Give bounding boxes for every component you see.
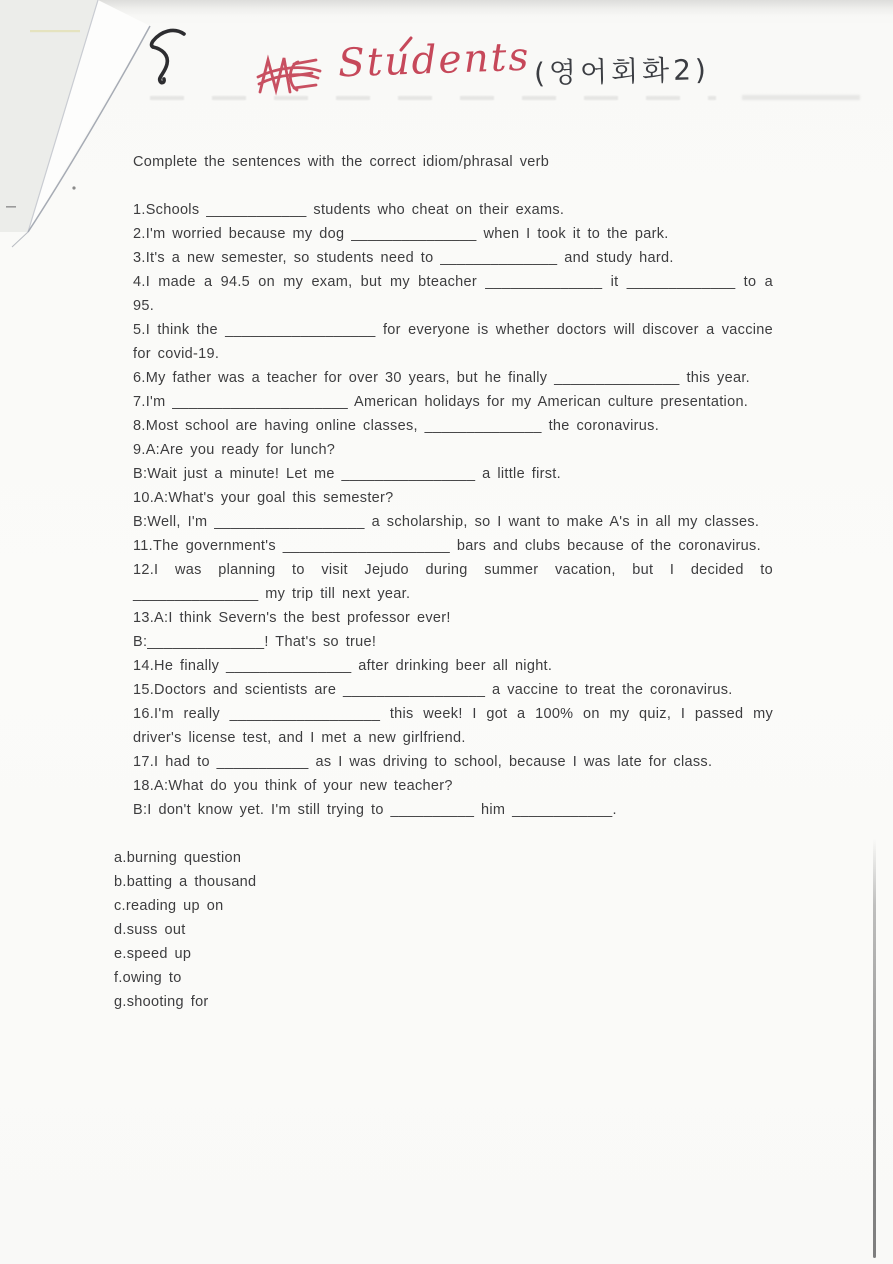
red-scribbled-word (256, 50, 326, 102)
scan-crease-line (873, 838, 876, 1258)
pen-checkmark (128, 20, 198, 92)
sentence-5: 5.I think the __________________ for everyone is whether doctors will discover a vaccine for covid-19. (133, 322, 773, 362)
sentence-17: 17.I had to ___________ as I was driving to school, because I was late for class. (133, 754, 713, 770)
ink-bleed-through (150, 96, 716, 100)
spacer (133, 174, 773, 198)
sentence-2: 2.I'm worried because my dog _______________ when I took it to the park. (133, 226, 669, 242)
sentence-11: 11.The government's ____________________ bars and clubs because of the coronavirus. (133, 538, 761, 554)
answer-option-e: e.speed up (114, 946, 192, 962)
sentence-12: 12.I was planning to visit Jejudo during summer vacation, but I decided to _______________ my trip till next year. (133, 562, 773, 602)
handwriting-accent-stroke (398, 34, 418, 54)
answer-options-list (114, 846, 773, 1014)
sentence-3: 3.It's a new semester, so students need to ______________ and study hard. (133, 250, 674, 266)
instruction-line: Complete the sentences with the correct idiom/phrasal verb (133, 154, 550, 170)
sentence-1: 1.Schools ____________ students who cheat on their exams. (133, 202, 565, 218)
sentence-16: 16.I'm really __________________ this week! I got a 100% on my quiz, I passed my driver's license test, and I met a new girlfriend. (133, 706, 773, 746)
handwritten-course-label: (영어회화2) (533, 53, 711, 90)
sentence-10a: 10.A:What's your goal this semester? (133, 490, 394, 506)
sentence-7: 7.I'm _____________________ American holidays for my American culture presentation. (133, 394, 749, 410)
sentence-6: 6.My father was a teacher for over 30 years, but he finally _______________ this year. (133, 370, 750, 386)
sentence-9a: 9.A:Are you ready for lunch? (133, 442, 336, 458)
sentence-13b: B:______________! That's so true! (133, 634, 377, 650)
ink-bleed-through-right (742, 95, 860, 100)
sentence-14: 14.He finally _______________ after drinking beer all night. (133, 658, 553, 674)
worksheet-body (114, 150, 773, 1014)
answer-option-b: b.batting a thousand (114, 874, 257, 890)
sentence-8: 8.Most school are having online classes, ______________ the coronavirus. (133, 418, 660, 434)
spacer (133, 822, 773, 846)
answer-option-d: d.suss out (114, 922, 186, 938)
answer-option-a: a.burning question (114, 850, 242, 866)
sentence-4: 4.I made a 94.5 on my exam, but my bteacher ______________ it _____________ to a 95. (133, 274, 773, 314)
sentence-18b: B:I don't know yet. I'm still trying to __________ him ____________. (133, 802, 617, 818)
handwritten-title: Students (337, 34, 532, 87)
sentence-15: 15.Doctors and scientists are _________________ a vaccine to treat the coronavirus. (133, 682, 733, 698)
sentence-10b: B:Well, I'm __________________ a scholarship, so I want to make A's in all my classes. (133, 514, 760, 530)
answer-option-f: f.owing to (114, 970, 182, 986)
sentence-18a: 18.A:What do you think of your new teacher? (133, 778, 453, 794)
sentence-13a: 13.A:I think Severn's the best professor ever! (133, 610, 451, 626)
sentence-9b: B:Wait just a minute! Let me ________________ a little first. (133, 466, 561, 482)
answer-option-c: c.reading up on (114, 898, 224, 914)
answer-option-g: g.shooting for (114, 994, 209, 1010)
